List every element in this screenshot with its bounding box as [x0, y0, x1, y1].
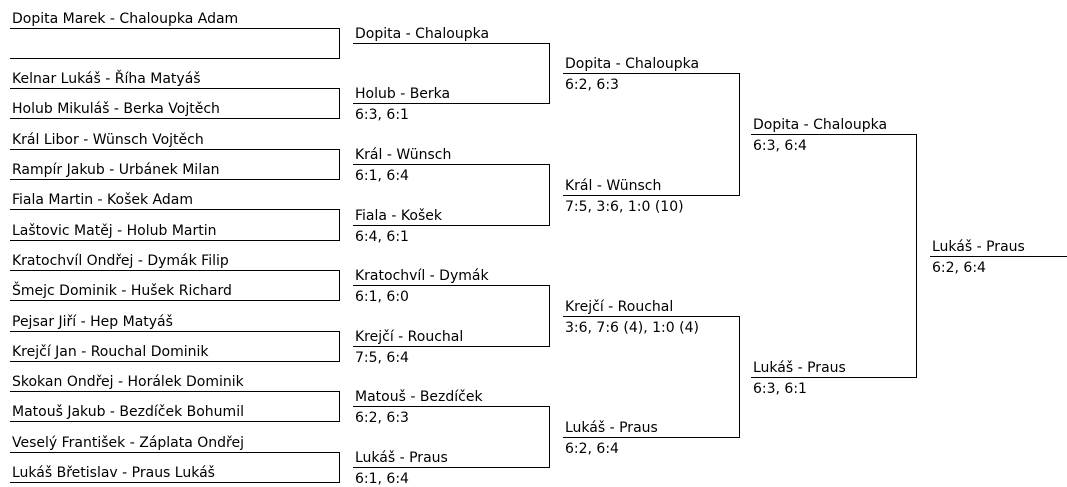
bracket-connector: [339, 88, 340, 119]
bracket-connector: [739, 73, 740, 196]
team-name: Dopita Marek - Chaloupka Adam: [12, 11, 239, 27]
bracket-connector: [339, 209, 340, 241]
team-name: Král Libor - Wünsch Vojtěch: [12, 132, 204, 148]
team-name: Kratochvíl Ondřej - Dymák Filip: [12, 253, 229, 269]
team-name: Lukáš - Praus: [932, 239, 1025, 255]
match-score: 6:4, 6:1: [355, 229, 409, 245]
team-name: Dopita - Chaloupka: [753, 117, 888, 133]
slot-line: [10, 179, 339, 180]
bracket-connector: [339, 391, 340, 422]
match-score: 6:3, 6:4: [753, 138, 807, 154]
team-name: Kratochvíl - Dymák: [355, 268, 489, 284]
bracket-connector: [339, 331, 340, 362]
bracket-connector: [339, 270, 340, 301]
bracket-connector: [916, 134, 917, 378]
bracket-connector: [549, 164, 550, 226]
team-name: Dopita - Chaloupka: [355, 26, 490, 42]
team-name: Lukáš Břetislav - Praus Lukáš: [12, 465, 215, 481]
team-name: Lukáš - Praus: [565, 420, 658, 436]
bracket-connector: [339, 452, 340, 483]
slot-line: [353, 164, 549, 165]
slot-line: [563, 195, 739, 196]
slot-line: [353, 406, 549, 407]
slot-line: [353, 285, 549, 286]
match-score: 6:2, 6:4: [932, 260, 986, 276]
slot-line: [10, 209, 339, 210]
slot-line: [353, 103, 549, 104]
team-name: Veselý František - Záplata Ondřej: [12, 435, 244, 451]
slot-line: [930, 256, 1067, 257]
match-score: 6:2, 6:3: [565, 77, 619, 93]
match-score: 3:6, 7:6 (4), 1:0 (4): [565, 320, 699, 336]
slot-line: [563, 437, 739, 438]
slot-line: [563, 316, 739, 317]
slot-line: [353, 43, 549, 44]
slot-line: [353, 467, 549, 468]
slot-line: [10, 149, 339, 150]
team-name: Lukáš - Praus: [753, 360, 846, 376]
slot-line: [10, 300, 339, 301]
slot-line: [10, 331, 339, 332]
team-name: Pejsar Jiří - Hep Matyáš: [12, 314, 173, 330]
team-name: Fiala Martin - Košek Adam: [12, 192, 193, 208]
slot-line: [751, 134, 916, 135]
team-name: Krejčí - Rouchal: [355, 329, 464, 345]
match-score: 7:5, 6:4: [355, 350, 409, 366]
team-name: Rampír Jakub - Urbánek Milan: [12, 162, 220, 178]
bracket-connector: [339, 28, 340, 59]
slot-line: [10, 240, 339, 241]
team-name: Matouš - Bezdíček: [355, 389, 483, 405]
slot-line: [353, 346, 549, 347]
slot-line: [10, 58, 339, 59]
match-score: 6:1, 6:0: [355, 289, 409, 305]
slot-line: [353, 225, 549, 226]
match-score: 7:5, 3:6, 1:0 (10): [565, 199, 684, 215]
team-name: Kelnar Lukáš - Říha Matyáš: [12, 71, 201, 87]
slot-line: [10, 88, 339, 89]
slot-line: [10, 361, 339, 362]
team-name: Krejčí Jan - Rouchal Dominik: [12, 344, 209, 360]
slot-line: [10, 391, 339, 392]
team-name: Matouš Jakub - Bezdíček Bohumil: [12, 404, 244, 420]
team-name: Holub - Berka: [355, 86, 451, 102]
match-score: 6:1, 6:4: [355, 168, 409, 184]
bracket-connector: [739, 316, 740, 438]
team-name: Krejčí - Rouchal: [565, 299, 674, 315]
slot-line: [10, 118, 339, 119]
team-name: Holub Mikuláš - Berka Vojtěch: [12, 101, 220, 117]
match-score: 6:1, 6:4: [355, 471, 409, 487]
slot-line: [10, 482, 339, 483]
slot-line: [563, 73, 739, 74]
match-score: 6:2, 6:3: [355, 410, 409, 426]
bracket-connector: [549, 43, 550, 104]
bracket-connector: [549, 285, 550, 347]
team-name: Laštovic Matěj - Holub Martin: [12, 223, 217, 239]
team-name: Lukáš - Praus: [355, 450, 448, 466]
slot-line: [10, 270, 339, 271]
team-name: Král - Wünsch: [565, 178, 662, 194]
slot-line: [10, 452, 339, 453]
bracket-connector: [549, 406, 550, 468]
team-name: Šmejc Dominik - Hušek Richard: [12, 283, 232, 299]
match-score: 6:3, 6:1: [355, 107, 409, 123]
team-name: Dopita - Chaloupka: [565, 56, 700, 72]
team-name: Král - Wünsch: [355, 147, 452, 163]
bracket-connector: [339, 149, 340, 180]
slot-line: [10, 421, 339, 422]
match-score: 6:3, 6:1: [753, 381, 807, 397]
match-score: 6:2, 6:4: [565, 441, 619, 457]
slot-line: [10, 28, 339, 29]
team-name: Skokan Ondřej - Horálek Dominik: [12, 374, 244, 390]
slot-line: [751, 377, 916, 378]
team-name: Fiala - Košek: [355, 208, 442, 224]
